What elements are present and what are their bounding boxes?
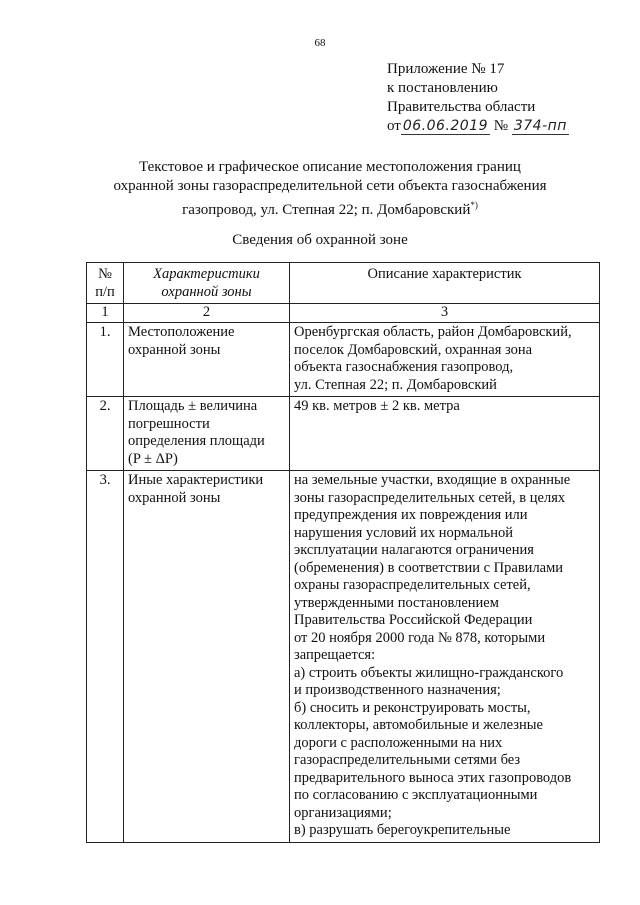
date-prefix: от: [387, 118, 401, 134]
column-number: 1: [87, 304, 124, 323]
header-num: № п/п: [87, 263, 124, 304]
column-number: 3: [290, 304, 600, 323]
table-row: [87, 323, 600, 397]
handwritten-number: 374-пп: [513, 118, 567, 134]
handwritten-date: 06.06.2019: [402, 118, 489, 134]
appendix-line-2: к постановлению: [387, 80, 498, 96]
appendix-line-1: Приложение № 17: [387, 61, 505, 77]
page-number: 68: [314, 37, 326, 49]
row-description: Оренбургская область, район Домбаровский, поселок Домбаровский, охранная зона объекта газоснабжения газопровод, ул. Степная 22; п. Домбаровский: [290, 323, 600, 397]
appendix-date-line: [387, 117, 569, 136]
row-number: 1.: [87, 323, 124, 397]
appendix-line-3: Правительства области: [387, 99, 536, 115]
column-number: 2: [124, 304, 290, 323]
row-characteristic: Иные характеристики охранной зоны: [124, 471, 290, 843]
header-description: Описание характеристик: [290, 263, 600, 304]
row-description: на земельные участки, входящие в охранные зоны газораспределительных сетей, в целях предупреждения их повреждения или нарушения условий их нормальной эксплуатации налагаются ограничения (обременения) в соответствии с Правилами охраны газораспределительных сетей, утвержденными постановлением Правительства Российской Федерации от 20 ноября 2000 года № 878, которыми запрещается: а) строить объекты жилищно-гражданского и производственного назначения; б) сносить и реконструировать мосты, коллекторы, автомобильные и железные дороги с расположенными на них газораспределительными сетями без предварительного выноса этих газопроводов по согласованию с эксплуатационными организациями; в) разрушать берегоукрепительные: [290, 471, 600, 843]
row-number: 3.: [87, 471, 124, 843]
header-characteristic: Характеристики охранной зоны: [124, 263, 290, 304]
row-characteristic: Площадь ± величина погрешности определения площади (P ± ΔP): [124, 397, 290, 471]
footnote-mark: *): [470, 200, 478, 210]
zone-table: [86, 262, 600, 843]
table-header-row: [87, 263, 600, 304]
appendix-block: [387, 60, 569, 136]
number-sign: №: [493, 118, 509, 134]
row-characteristic: Местоположение охранной зоны: [124, 323, 290, 397]
title-line-1: Текстовое и графическое описание местоположения границ: [139, 159, 521, 175]
column-number-row: [87, 304, 600, 323]
table-row: [87, 471, 600, 843]
title-line-2: охранной зоны газораспределительной сети объекта газоснабжения: [113, 178, 547, 194]
document-title: [80, 158, 580, 220]
section-title: Сведения об охранной зоне: [232, 232, 408, 248]
title-line-3: газопровод, ул. Степная 22; п. Домбаровский*): [182, 200, 478, 218]
row-number: 2.: [87, 397, 124, 471]
row-description: 49 кв. метров ± 2 кв. метра: [290, 397, 600, 471]
table-row: [87, 397, 600, 471]
